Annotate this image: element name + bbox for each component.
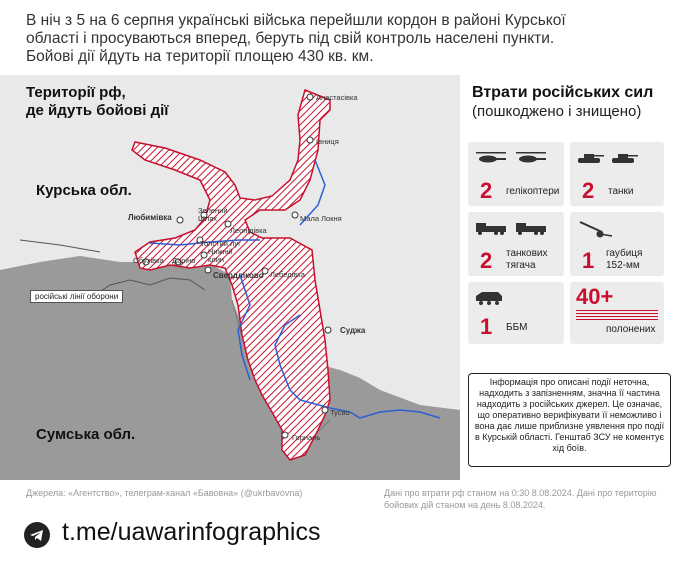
label-mala-lokhnia: Мала Локня [300, 214, 342, 223]
label-lyubymivka: Любимівка [128, 213, 172, 222]
loss-label-howitzer: гаубиця 152-мм [606, 248, 643, 271]
sources-right: Дані про втрати рф станом на 0:30 8.08.2024. Дані про територію бойових дій станом на день 8.08.2024. [384, 488, 657, 510]
loss-label-prisoners: полонених [606, 324, 656, 335]
label-nyzhnii-klin: Нижній клин [208, 247, 233, 264]
label-lebedivka: Лебедівка [270, 270, 305, 279]
dot-lyubymivka [177, 217, 183, 223]
region-kursk-label: Курська обл. [36, 182, 132, 199]
loss-label-tanks: танки [608, 186, 634, 197]
telegram-link[interactable]: t.me/uawarinfographics [62, 518, 321, 546]
loss-card-prisoners [570, 282, 664, 344]
loss-num-howitzer: 1 [582, 248, 595, 273]
label-tusvo: Тусво [330, 408, 350, 417]
map-title [26, 84, 169, 120]
loss-card-tanks [570, 142, 664, 206]
loss-card-tractors [468, 212, 564, 276]
tank-icon [576, 150, 646, 166]
label-darino: Даріно [172, 256, 196, 265]
dot-mala-lokhnia [292, 212, 298, 218]
truck-icon [474, 220, 554, 236]
header-line-3: Бойові дії йдуть на території площею 430 кв. км. [26, 48, 374, 65]
howitzer-icon [576, 218, 616, 238]
header-line-1: В ніч з 5 на 6 серпня українські війська перейшли кордон в районі Курської [26, 12, 566, 29]
label-tolstyi-luh: Толстий луг [200, 239, 241, 248]
loss-label-apc: ББМ [506, 322, 528, 333]
loss-label-tractors: танкових тягача [506, 248, 548, 271]
apc-icon [474, 290, 504, 306]
label-zelenyi-shliakh: Зелений Шлях [198, 206, 228, 223]
loss-card-helicopters [468, 142, 564, 206]
label-hornal: Горналь [292, 433, 321, 442]
label-sverdlikovo: Свердліково [213, 271, 264, 280]
loss-num-apc: 1 [480, 314, 493, 339]
map-title-line-1: Території рф, [26, 84, 126, 101]
map [0, 75, 460, 480]
loss-num-tractors: 2 [480, 248, 493, 273]
telegram-icon [24, 522, 50, 548]
dot-anastasievka [307, 94, 313, 100]
label-sudzha: Суджа [340, 326, 366, 335]
losses-subtitle: (пошкоджено і знищено) [472, 103, 642, 120]
label-leonidivka: Леонідівка [230, 226, 267, 235]
dot-ivnytsia [307, 137, 313, 143]
loss-card-howitzer [570, 212, 664, 276]
label-anastasievka: Анастасівка [316, 93, 358, 102]
info-box: Інформація про описані події неточна, надходить з запізненням, значна її частина надходить з російських джерел. Це означає, що оперативно верифікувати її неможливо і вона дає лише приблизне уявлення про події в Курській області. Генштаб ЗСУ не коментує хід боїв. [468, 373, 671, 467]
label-obukhivka: Обухівка [133, 256, 164, 265]
label-ivnytsia: Івниця [316, 137, 339, 146]
loss-card-apc [468, 282, 564, 344]
header-text [26, 12, 666, 66]
loss-num-prisoners: 40+ [576, 284, 614, 309]
dot-sudzha [325, 327, 331, 333]
loss-num-tanks: 2 [582, 178, 595, 203]
loss-num-helicopters: 2 [480, 178, 493, 203]
defense-legend: російські лінії оборони [30, 290, 123, 303]
dot-hornal [282, 432, 288, 438]
header-line-2: області і просуваються вперед, беруть під свій контроль населені пункти. [26, 30, 555, 47]
sources-left: Джерела: «Агентство», телеграм-канал «Бавовна» (@ukrbavovna) [26, 488, 303, 498]
map-title-line-2: де йдуть бойові дії [26, 102, 169, 119]
dot-tusvo [322, 407, 328, 413]
losses-title: Втрати російських сил [472, 84, 654, 101]
region-sumy-label: Сумська обл. [36, 426, 136, 443]
loss-label-helicopters: гелікоптери [506, 186, 560, 197]
helicopter-icon [474, 150, 554, 166]
dot-nyzhnii-klin [201, 252, 207, 258]
prisoners-icon [576, 310, 658, 320]
dot-sverdlikovo [205, 267, 211, 273]
